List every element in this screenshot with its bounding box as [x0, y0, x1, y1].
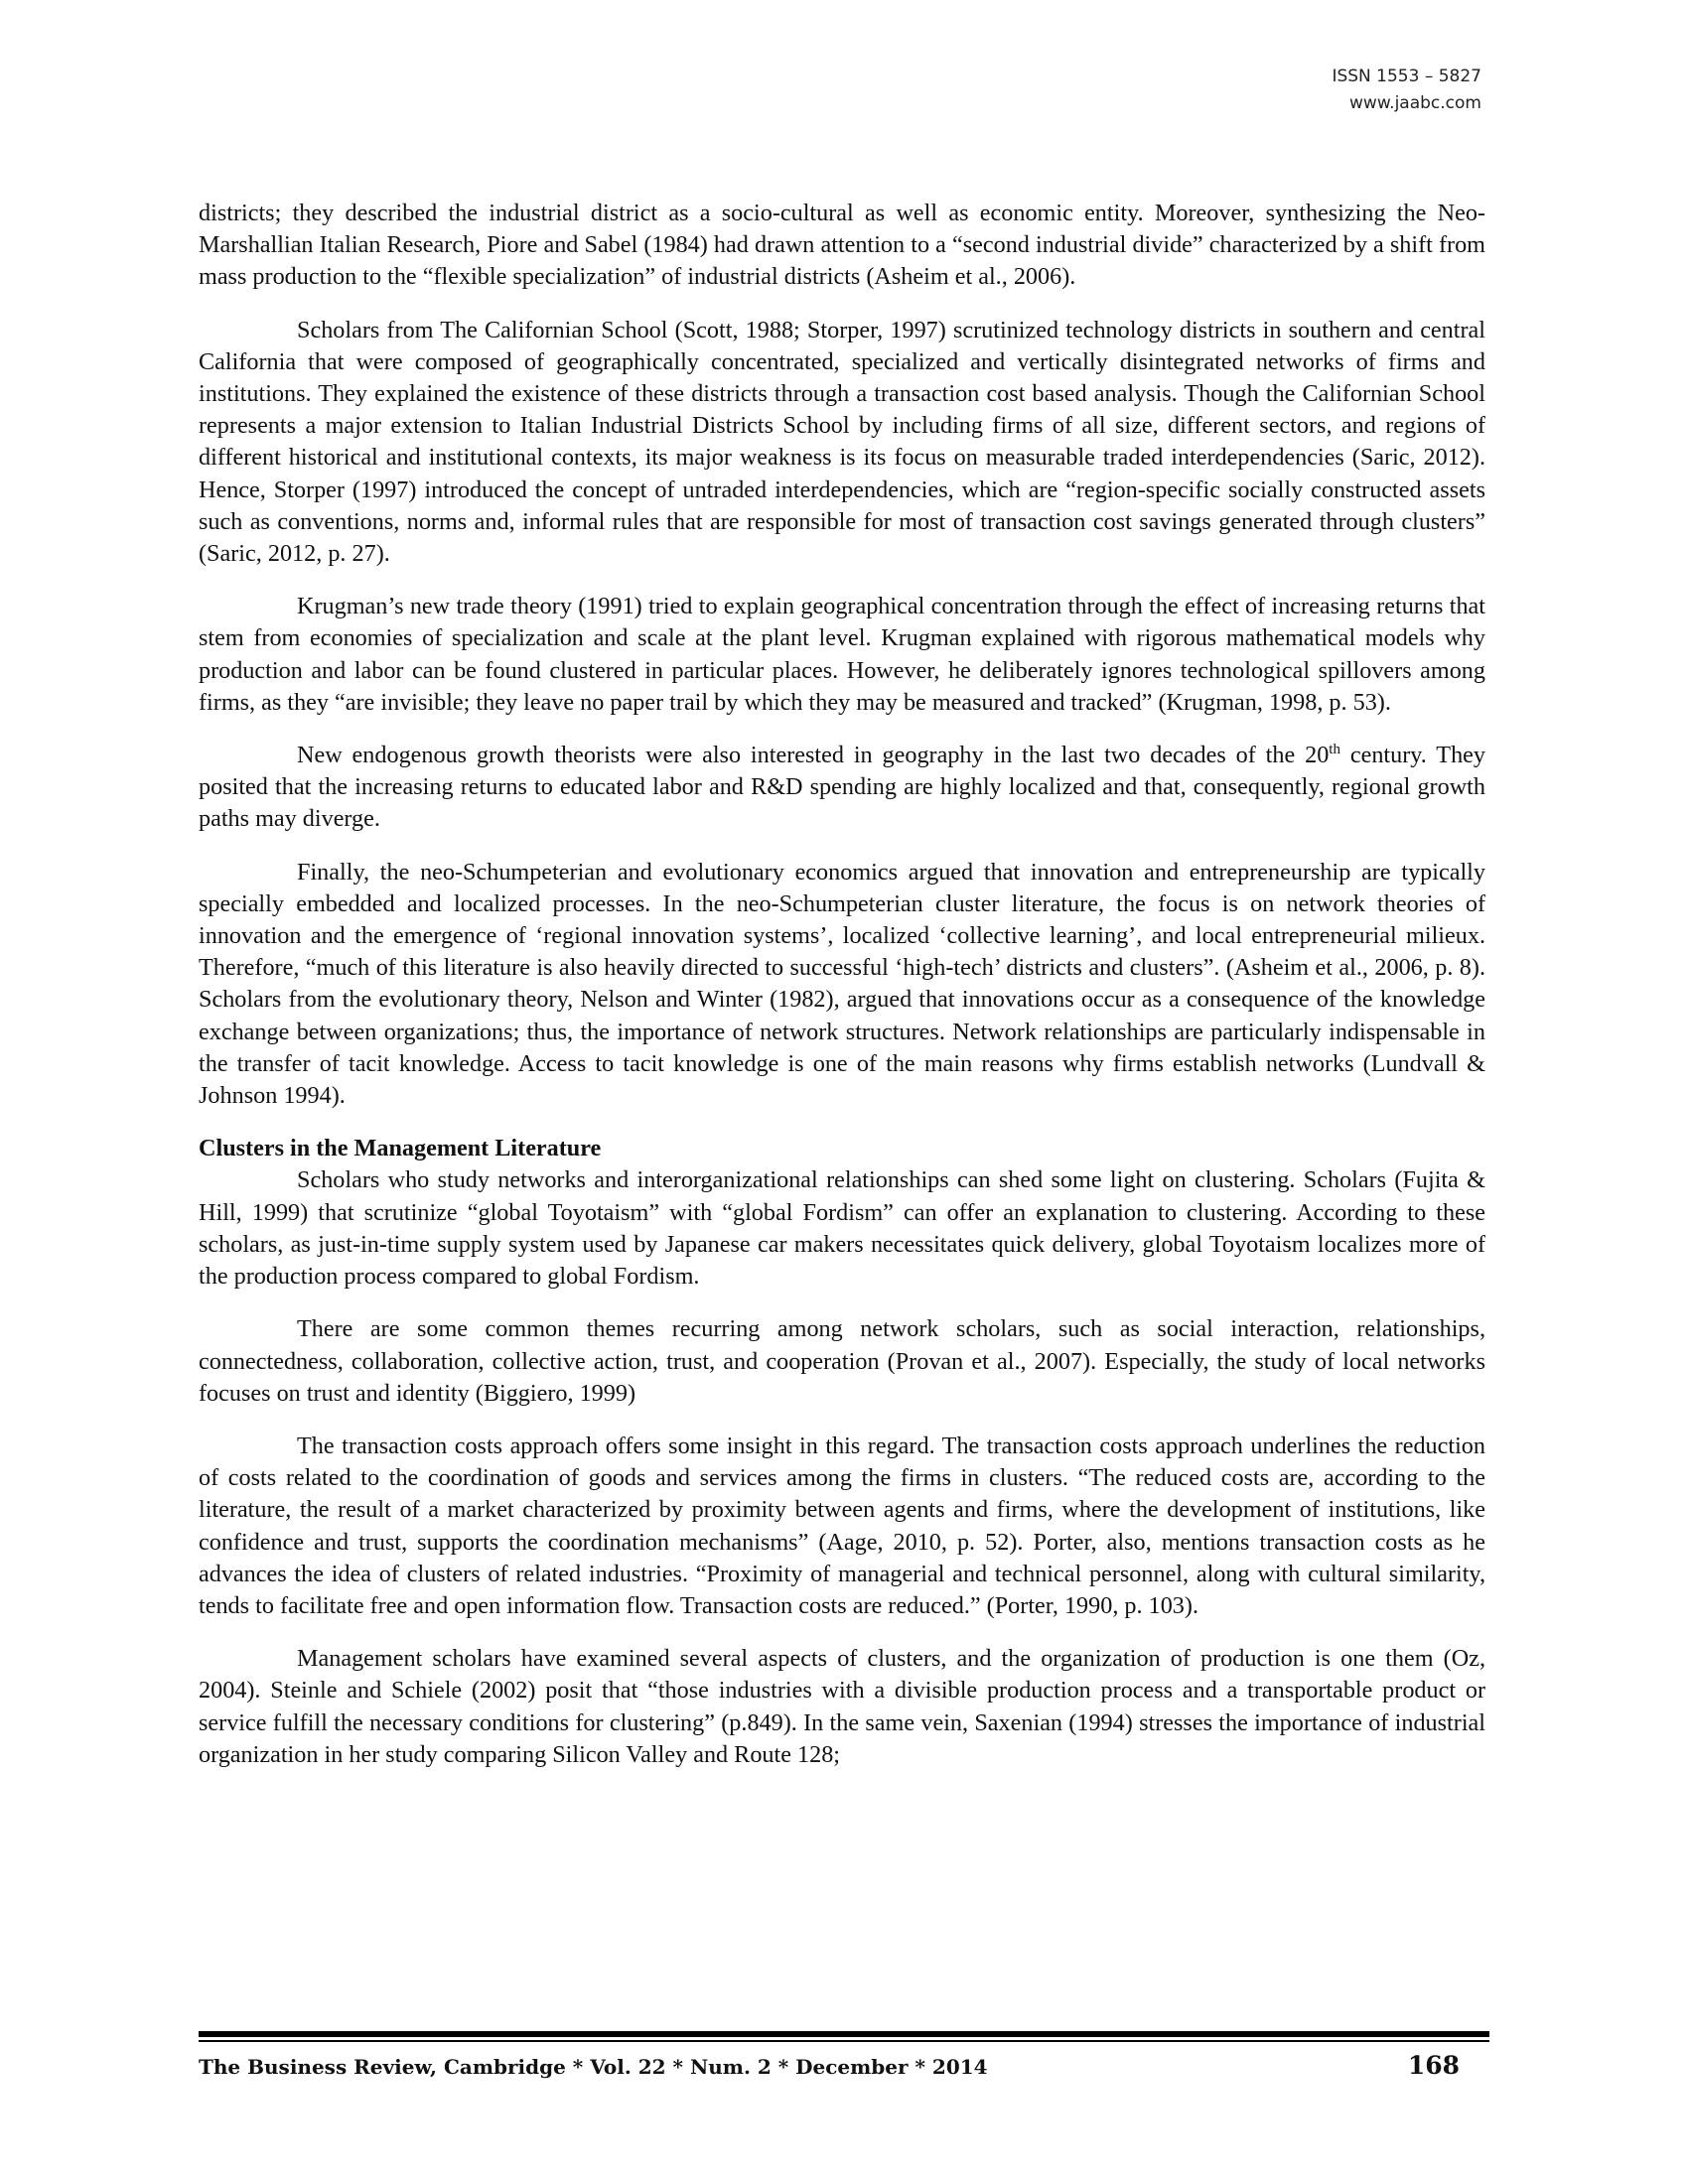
ordinal-superscript: th	[1329, 741, 1340, 757]
article-body	[199, 198, 1485, 1792]
paragraph-4	[199, 740, 1485, 836]
issn-label: ISSN 1553 – 5827	[1332, 67, 1481, 86]
journal-website: www.jaabc.com	[1349, 93, 1481, 113]
paragraph-9: Management scholars have examined several aspects of clusters, and the organization of production is one them (Oz, 2004). Steinle and Schiele (2002) posit that “those industries with a divisible production process and a transportable product or service fulfill the necessary conditions for clustering” (p.849). In the same vein, Saxenian (1994) stresses the importance of industrial organization in her study comparing Silicon Valley and Route 128;	[199, 1645, 1485, 1768]
paragraph-1: districts; they described the industrial district as a socio-cultural as well as economic entity. Moreover, synthesizing the Neo-Marshallian Italian Research, Piore and Sabel (1984) had drawn attention to a “second industrial divide” characterized by a shift from mass production to the “flexible specialization” of industrial districts (Asheim et al., 2006).	[199, 200, 1485, 291]
paragraph-5: Finally, the neo-Schumpeterian and evolutionary economics argued that innovation and entrepreneurship are typically specially embedded and localized processes. In the neo-Schumpeterian cluster literature, the focus is on network theories of innovation and the emergence of ‘regional innovation systems’, localized ‘collective learning’, and local entrepreneurial milieux. Therefore, “much of this literature is also heavily directed to successful ‘high-tech’ districts and clusters”. (Asheim et al., 2006, p. 8). Scholars from the evolutionary theory, Nelson and Winter (1982), argued that innovations occur as a consequence of the knowledge exchange between organizations; thus, the importance of network structures. Network relationships are particularly indispensable in the transfer of tacit knowledge. Access to tacit knowledge is one of the main reasons why firms establish networks (Lundvall & Johnson 1994).	[199, 858, 1485, 1110]
journal-citation: The Business Review, Cambridge * Vol. 22 * Num. 2 * December * 2014	[199, 2055, 988, 2079]
paragraph-4-start: New endogenous growth theorists were also interested in geography in the last two decades of the 20	[297, 742, 1330, 769]
paragraph-6: Scholars who study networks and interorganizational relationships can shed some light on clustering. Scholars (Fujita & Hill, 1999) that scrutinize “global Toyotaism” with “global Fordism” can offer an explanation to clustering. According to these scholars, as just-in-time supply system used by Japanese car makers necessitates quick delivery, global Toyotaism localizes more of the production process compared to global Fordism.	[199, 1166, 1485, 1291]
footer-rule-thick	[199, 2031, 1489, 2037]
paragraph-7: There are some common themes recurring among network scholars, such as social interaction, relationships, connectedness, collaboration, collective action, trust, and cooperation (Provan et al., 2007). Especially, the study of local networks focuses on trust and identity (Biggiero, 1999)	[199, 1315, 1485, 1407]
page-footer	[199, 2049, 1460, 2083]
paragraph-8: The transaction costs approach offers some insight in this regard. The transaction costs approach underlines the reduction of costs related to the coordination of goods and services among the firms in clusters. “The reduced costs are, according to the literature, the result of a market characterized by proximity between agents and firms, where the development of institutions, like confidence and trust, supports the coordination mechanisms” (Aage, 2010, p. 52). Porter, also, mentions transaction costs as he advances the idea of clusters of related industries. “Proximity of managerial and technical personnel, along with cultural similarity, tends to facilitate free and open information flow. Transaction costs are reduced.” (Porter, 1990, p. 103).	[199, 1432, 1485, 1619]
footer-rule-thin	[199, 2040, 1489, 2042]
page-header	[1332, 64, 1481, 117]
paragraph-4-end: century. They posited that the increasing returns to educated labor and R&D spending are highly localized and that, consequently, regional growth paths may diverge.	[199, 742, 1485, 833]
paragraph-2: Scholars from The Californian School (Scott, 1988; Storper, 1997) scrutinized technology districts in southern and central California that were composed of geographically concentrated, specialized and vertically disintegrated networks of firms and institutions. They explained the existence of these districts through a transaction cost based analysis. Though the Californian School represents a major extension to Italian Industrial Districts School by including firms of all size, different sectors, and regions of different historical and institutional contexts, its major weakness is its focus on measurable traded interdependencies (Saric, 2012). Hence, Storper (1997) introduced the concept of untraded interdependencies, which are “region-specific socially constructed assets such as conventions, norms and, informal rules that are responsible for most of transaction cost savings generated through clusters” (Saric, 2012, p. 27).	[199, 316, 1485, 568]
page-number: 168	[1407, 2051, 1460, 2080]
section-heading: Clusters in the Management Literature	[199, 1135, 602, 1162]
paragraph-3: Krugman’s new trade theory (1991) tried to explain geographical concentration through the effect of increasing returns that stem from economies of specialization and scale at the plant level. Krugman explained with rigorous mathematical models why production and labor can be found clustered in particular places. However, he deliberately ignores technological spillovers among firms, as they “are invisible; they leave no paper trail by which they may be measured and tracked” (Krugman, 1998, p. 53).	[199, 593, 1485, 716]
